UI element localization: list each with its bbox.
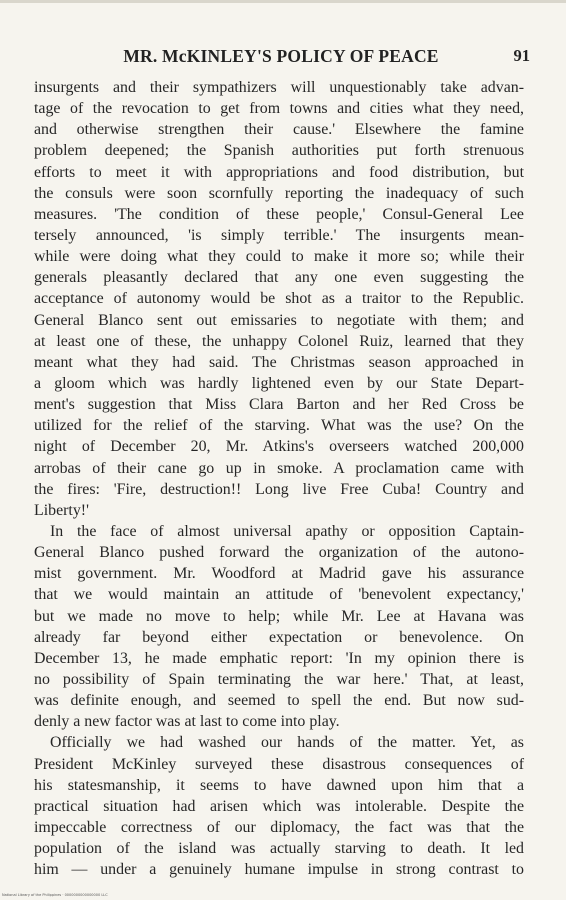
- text-line: practical situation had arisen which was intolerable. Despite the: [34, 797, 524, 815]
- text-line: mist government. Mr. Woodford at Madrid gave his assurance: [34, 565, 524, 583]
- text-line: him — under a genuinely humane impulse in strong contrast to: [34, 861, 524, 879]
- text-line: generals pleasantly declared that any one even suggesting the: [34, 269, 524, 287]
- text-line: his statesmanship, it seems to have dawned upon him that a: [34, 776, 524, 794]
- text-line: meant what they had said. The Christmas season approached in: [34, 353, 524, 371]
- footer-stamp: National Library of the Philippines · 0000000000000000 LLC: [2, 893, 108, 897]
- text-line: impeccable correctness of our diplomacy, the fact was that the: [34, 818, 524, 836]
- text-line: General Blanco sent out emissaries to negotiate with them; and: [34, 311, 524, 329]
- text-line: and otherwise strengthen their cause.' Elsewhere the famine: [34, 121, 524, 139]
- text-line: tage of the revocation to get from towns and cities what they need,: [34, 100, 524, 118]
- text-line: General Blanco pushed forward the organization of the autono-: [34, 544, 524, 562]
- text-line: tersely announced, 'is simply terrible.' The insurgents mean-: [34, 226, 524, 244]
- text-line: acceptance of autonomy would be shot as a traitor to the Republic.: [34, 290, 524, 308]
- text-line: President McKinley surveyed these disastrous consequences of: [34, 755, 524, 773]
- body-text: [34, 77, 524, 880]
- text-line: the consuls were soon scornfully reporting the inadequacy of such: [34, 184, 524, 202]
- text-line: denly a new factor was at last to come into play.: [34, 713, 340, 731]
- text-line: population of the island was actually starving to death. It led: [34, 840, 524, 858]
- page-top-edge: [0, 0, 566, 3]
- text-line: but we made no move to help; while Mr. Lee at Havana was: [34, 607, 524, 625]
- page-number: 91: [513, 46, 530, 65]
- paragraph: [34, 521, 524, 732]
- paragraph: [34, 77, 524, 521]
- text-line: efforts to meet it with appropriations and food distribution, but: [34, 163, 524, 181]
- text-line: night of December 20, Mr. Atkins's overseers watched 200,000: [34, 438, 524, 456]
- text-line: at least one of these, the unhappy Colonel Ruiz, learned that they: [34, 332, 524, 350]
- text-line: was definite enough, and seemed to spell the end. But now sud-: [34, 692, 524, 710]
- text-line: measures. 'The condition of these people,' Consul-General Lee: [34, 205, 524, 223]
- paragraph: [34, 732, 524, 880]
- text-line: Officially we had washed our hands of the matter. Yet, as: [50, 734, 524, 752]
- text-line: a gloom which was hardly lightened even by our State Depart-: [34, 374, 524, 392]
- running-title: MR. McKINLEY'S POLICY OF PEACE: [123, 46, 439, 66]
- text-line: problem deepened; the Spanish authorities put forth strenuous: [34, 142, 524, 160]
- text-line: that we would maintain an attitude of 'benevolent expectancy,': [34, 586, 524, 604]
- running-head: [0, 46, 566, 70]
- text-line: insurgents and their sympathizers will unquestionably take advan-: [34, 79, 524, 96]
- text-line: already far beyond either expectation or benevolence. On: [34, 628, 524, 646]
- text-line: In the face of almost universal apathy or opposition Captain-: [50, 522, 524, 540]
- text-line: arrobas of their cane go up in smoke. A proclamation came with: [34, 459, 524, 477]
- text-line: while were doing what they could to make it more so; while their: [34, 248, 524, 266]
- text-line: Liberty!': [34, 501, 89, 519]
- text-line: December 13, he made emphatic report: 'In my opinion there is: [34, 649, 524, 667]
- text-line: the fires: 'Fire, destruction!! Long live Free Cuba! Country and: [34, 480, 524, 498]
- text-line: no possibility of Spain terminating the war here.' That, at least,: [34, 670, 524, 688]
- text-line: utilized for the relief of the starving. What was the use? On the: [34, 417, 524, 435]
- text-line: ment's suggestion that Miss Clara Barton and her Red Cross be: [34, 396, 524, 414]
